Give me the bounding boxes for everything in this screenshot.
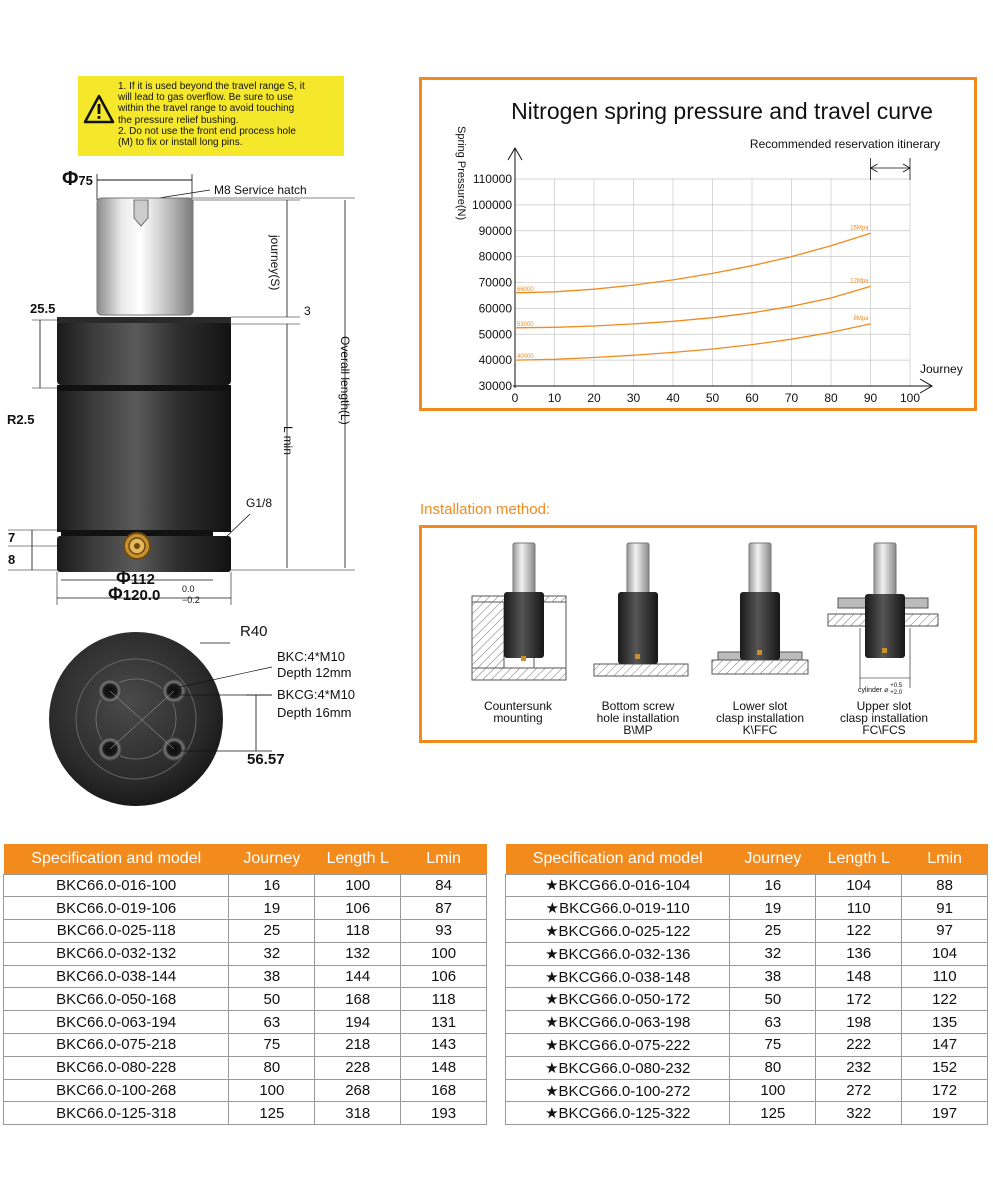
col-header: Length L	[315, 844, 401, 874]
model-cell: ★BKCG66.0-100-272	[506, 1079, 730, 1102]
dim-8-label: 8	[8, 552, 16, 567]
model-cell: ★BKCG66.0-038-148	[506, 965, 730, 988]
phi-symbol: Φ	[116, 568, 131, 588]
value-cell: 272	[816, 1079, 902, 1102]
value-cell: 91	[902, 897, 988, 920]
table-row	[4, 1011, 487, 1034]
installation-methods	[419, 525, 977, 743]
x-tick-label: 80	[824, 391, 838, 405]
value-cell: 19	[730, 897, 816, 920]
spec-table-bkcg	[505, 844, 988, 1125]
method-line: Lower slot	[732, 699, 788, 713]
col-header: Specification and model	[506, 844, 730, 874]
table-row	[4, 874, 487, 897]
bkc-thread-label: BKC:4*M10	[277, 649, 345, 664]
series-name-label: 8Mpa	[853, 315, 869, 322]
table-row	[4, 965, 487, 988]
value-cell: 16	[229, 874, 315, 897]
table-row	[506, 965, 988, 988]
cylinder-bottom-view	[40, 615, 410, 815]
col-header: Length L	[816, 844, 902, 874]
table-row	[506, 1102, 988, 1125]
model-cell: ★BKCG66.0-032-136	[506, 942, 730, 965]
tolerance-upper: 0.0	[182, 584, 195, 594]
r2-5-label: R2.5	[7, 412, 35, 427]
series-name-label: 12Mpa	[850, 278, 869, 285]
method-lower-slot	[700, 700, 820, 736]
value-cell: 84	[401, 874, 487, 897]
phi-symbol: Φ	[62, 168, 79, 190]
value-cell: 148	[816, 965, 902, 988]
value-cell: 88	[902, 874, 988, 897]
tolerance-lower: −0.2	[182, 595, 200, 605]
value-cell: 132	[315, 942, 401, 965]
series-start-label: 66000	[517, 286, 534, 293]
value-cell: 322	[816, 1102, 902, 1125]
value-cell: 122	[816, 920, 902, 943]
value-cell: 80	[730, 1056, 816, 1079]
bottom-screw-diagram	[594, 543, 688, 676]
series-name-label: 15Mpa	[850, 225, 869, 232]
value-cell: 222	[816, 1034, 902, 1057]
phi-symbol: Φ	[108, 584, 123, 604]
model-cell: ★BKCG66.0-063-198	[506, 1011, 730, 1034]
value-cell: 80	[229, 1056, 315, 1079]
table-row	[506, 874, 988, 897]
value-cell: 32	[730, 942, 816, 965]
model-cell: BKC66.0-075-218	[4, 1034, 229, 1057]
dim-25-5-label: 25.5	[30, 301, 56, 316]
value-cell: 63	[229, 1011, 315, 1034]
value-cell: 50	[229, 988, 315, 1011]
value-cell: 135	[902, 1011, 988, 1034]
y-tick-label: 100000	[471, 197, 512, 212]
value-cell: 75	[229, 1034, 315, 1057]
value-cell: 172	[816, 988, 902, 1011]
method-countersunk	[458, 700, 578, 724]
bottom-view-drawing	[40, 615, 410, 815]
series-start-label: 40000	[517, 354, 534, 361]
value-cell: 110	[902, 965, 988, 988]
value-cell: 38	[229, 965, 315, 988]
table-row	[506, 1034, 988, 1057]
model-cell: ★BKCG66.0-025-122	[506, 920, 730, 943]
y-tick-label: 110000	[472, 172, 512, 186]
y-tick-label: 40000	[478, 353, 512, 368]
series-line	[515, 321, 871, 360]
value-cell: 100	[315, 874, 401, 897]
x-tick-label: 40	[666, 391, 680, 405]
value-cell: 118	[401, 988, 487, 1011]
value-cell: 198	[816, 1011, 902, 1034]
method-line: K\FFC	[742, 723, 778, 737]
method-line: B\MP	[623, 723, 653, 737]
y-tick-label: 70000	[478, 275, 512, 290]
col-header: Journey	[730, 844, 816, 874]
value-cell: 197	[902, 1102, 988, 1125]
value-cell: 16	[730, 874, 816, 897]
method-line: Bottom screw	[601, 699, 675, 713]
method-line: clasp installation	[715, 711, 805, 725]
value-cell: 144	[315, 965, 401, 988]
method-line: clasp installation	[839, 711, 929, 725]
x-tick-label: 20	[587, 391, 601, 405]
value-cell: 131	[401, 1011, 487, 1034]
value-cell: 104	[902, 942, 988, 965]
upper-slot-diagram	[828, 543, 938, 688]
value-cell: 106	[401, 965, 487, 988]
value-cell: 104	[816, 874, 902, 897]
table-row	[4, 1102, 487, 1125]
value-cell: 232	[816, 1056, 902, 1079]
lmin-label: L min	[281, 426, 295, 455]
model-cell: BKC66.0-063-194	[4, 1011, 229, 1034]
value-cell: 268	[315, 1079, 401, 1102]
side-view-drawing	[0, 160, 400, 620]
value-cell: 25	[730, 920, 816, 943]
method-line: mounting	[493, 711, 543, 725]
model-cell: BKC66.0-050-168	[4, 988, 229, 1011]
value-cell: 93	[401, 920, 487, 943]
warning-line: 2. Do not use the front end process hole	[118, 125, 296, 137]
value-cell: 148	[401, 1056, 487, 1079]
model-cell: ★BKCG66.0-075-222	[506, 1034, 730, 1057]
spec-table-bkc	[3, 844, 487, 1125]
warning-line: will lead to gas overflow. Be sure to use	[118, 92, 294, 104]
x-tick-label: 60	[745, 391, 759, 405]
table-row	[506, 942, 988, 965]
y-tick-label: 30000	[478, 379, 512, 393]
chart-title: Nitrogen spring pressure and travel curve	[511, 98, 933, 124]
pressure-travel-chart	[419, 77, 977, 411]
model-cell: BKC66.0-032-132	[4, 942, 229, 965]
value-cell: 147	[902, 1034, 988, 1057]
x-tick-label: 70	[784, 391, 799, 405]
y-tick-label: 50000	[478, 327, 512, 342]
model-cell: ★BKCG66.0-125-322	[506, 1102, 730, 1125]
table-row	[506, 1079, 988, 1102]
value-cell: 19	[229, 897, 315, 920]
value-cell: 136	[816, 942, 902, 965]
countersunk-diagram	[472, 543, 566, 680]
value-cell: 100	[730, 1079, 816, 1102]
model-cell: ★BKCG66.0-080-232	[506, 1056, 730, 1079]
cylinder-note	[858, 683, 902, 697]
value-cell: 25	[229, 920, 315, 943]
x-tick-label: 10	[547, 391, 562, 405]
annotation-label: Recommended reservation itinerary	[749, 137, 940, 151]
method-line: FC\FCS	[862, 723, 906, 737]
model-cell: BKC66.0-038-144	[4, 965, 229, 988]
table-row	[506, 988, 988, 1011]
bkcg-thread-label: BKCG:4*M10	[277, 687, 356, 702]
value-cell: 152	[902, 1056, 988, 1079]
value-cell: 97	[902, 920, 988, 943]
journey-label: journey(S)	[268, 235, 282, 291]
col-header: Journey	[229, 844, 315, 874]
cylinder-tol-upper: +0.5	[890, 683, 903, 689]
phi120-label: 120.0	[122, 587, 161, 604]
value-cell: 193	[401, 1102, 487, 1125]
value-cell: 100	[229, 1079, 315, 1102]
value-cell: 100	[401, 942, 487, 965]
warning-icon	[83, 94, 115, 124]
value-cell: 50	[730, 988, 816, 1011]
value-cell: 110	[816, 897, 902, 920]
y-tick-label: 80000	[478, 249, 512, 264]
x-tick-label: 0	[511, 391, 519, 405]
series-line	[515, 286, 871, 327]
model-cell: ★BKCG66.0-016-104	[506, 874, 730, 897]
col-header: Lmin	[401, 844, 487, 874]
dim-3-label: 3	[304, 304, 311, 318]
series-line	[515, 233, 871, 292]
y-tick-label: 60000	[478, 301, 512, 316]
value-cell: 194	[315, 1011, 401, 1034]
g1-8-label: G1/8	[246, 496, 273, 510]
table-row	[4, 897, 487, 920]
warning-line: 1. If it is used beyond the travel range S, it	[118, 81, 305, 92]
warning-line: within the travel range to avoid touching	[118, 103, 295, 115]
method-line: hole installation	[596, 711, 680, 725]
table-row	[4, 920, 487, 943]
warning-notice	[78, 76, 344, 156]
lower-slot-diagram	[712, 543, 808, 674]
model-cell: BKC66.0-100-268	[4, 1079, 229, 1102]
model-cell: BKC66.0-080-228	[4, 1056, 229, 1079]
series-start-label: 53000	[517, 321, 534, 328]
model-cell: BKC66.0-016-100	[4, 874, 229, 897]
method-line: Countersunk	[483, 699, 553, 713]
x-tick-label: 100	[899, 391, 921, 405]
col-header: Lmin	[902, 844, 988, 874]
method-bottom-screw	[578, 700, 698, 736]
installation-title: Installation method:	[420, 501, 551, 518]
value-cell: 38	[730, 965, 816, 988]
model-cell: BKC66.0-019-106	[4, 897, 229, 920]
value-cell: 75	[730, 1034, 816, 1057]
model-cell: ★BKCG66.0-050-172	[506, 988, 730, 1011]
warning-text	[118, 81, 340, 148]
cylinder-tol-lower: +2.0	[890, 690, 903, 696]
model-cell: ★BKCG66.0-019-110	[506, 897, 730, 920]
chart-plot	[422, 80, 974, 408]
table-row	[4, 1056, 487, 1079]
value-cell: 106	[315, 897, 401, 920]
x-tick-label: 30	[626, 391, 641, 405]
model-cell: BKC66.0-125-318	[4, 1102, 229, 1125]
value-cell: 125	[229, 1102, 315, 1125]
cylinder-note-text: cylinder ⌀	[858, 686, 889, 694]
model-cell: BKC66.0-025-118	[4, 920, 229, 943]
bkcg-depth-label: Depth 16mm	[277, 705, 352, 720]
table-row	[4, 1079, 487, 1102]
table-row	[506, 897, 988, 920]
value-cell: 218	[315, 1034, 401, 1057]
bkc-depth-label: Depth 12mm	[277, 665, 352, 680]
table-row	[4, 942, 487, 965]
value-cell: 63	[730, 1011, 816, 1034]
value-cell: 122	[902, 988, 988, 1011]
overall-length-label: Overall length(L)	[338, 336, 352, 425]
table-row	[506, 1011, 988, 1034]
warning-line: the pressure relief bushing.	[118, 114, 239, 126]
dim-56-57-label: 56.57	[247, 751, 285, 768]
table-row	[506, 920, 988, 943]
phi112-label: 112	[130, 571, 155, 588]
x-axis-label: Journey	[920, 362, 963, 376]
value-cell: 318	[315, 1102, 401, 1125]
value-cell: 118	[315, 920, 401, 943]
warning-line: (M) to fix or install long pins.	[118, 137, 243, 149]
value-cell: 32	[229, 942, 315, 965]
service-hatch-label: M8 Service hatch	[214, 183, 307, 197]
y-axis-label: Spring Pressure(N)	[455, 126, 467, 221]
value-cell: 168	[401, 1079, 487, 1102]
value-cell: 172	[902, 1079, 988, 1102]
r40-label: R40	[240, 623, 268, 640]
table-row	[506, 1056, 988, 1079]
method-line: Upper slot	[856, 699, 912, 713]
y-tick-label: 90000	[478, 223, 512, 238]
value-cell: 168	[315, 988, 401, 1011]
dim-7-label: 7	[8, 530, 16, 545]
col-header: Specification and model	[4, 844, 229, 874]
value-cell: 143	[401, 1034, 487, 1057]
x-tick-label: 90	[863, 391, 878, 405]
table-row	[4, 1034, 487, 1057]
value-cell: 87	[401, 897, 487, 920]
value-cell: 125	[730, 1102, 816, 1125]
value-cell: 228	[315, 1056, 401, 1079]
phi75-label: 75	[78, 173, 93, 188]
table-row	[4, 988, 487, 1011]
method-upper-slot	[824, 700, 944, 736]
x-tick-label: 50	[705, 391, 720, 405]
